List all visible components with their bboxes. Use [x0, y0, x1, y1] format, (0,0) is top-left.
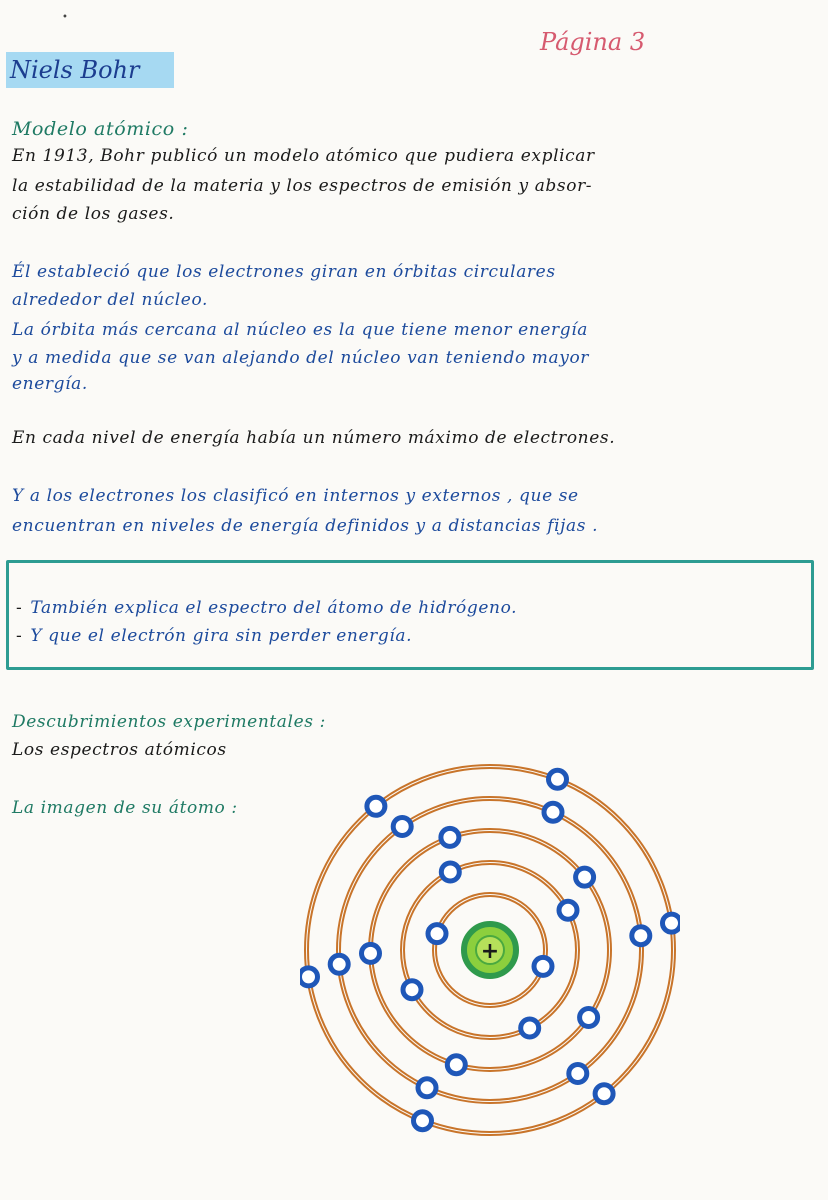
- box-item-text: También explica el espectro del átomo de hidrógeno.: [30, 598, 518, 618]
- subheading-spectra: Los espectros atómicos: [12, 740, 227, 760]
- corner-mark: •: [62, 12, 68, 23]
- electron: [414, 1112, 432, 1130]
- electron: [595, 1085, 613, 1103]
- electron: [441, 828, 459, 846]
- image-caption: La imagen de su átomo :: [12, 798, 238, 818]
- electron: [559, 901, 577, 919]
- electron: [403, 981, 421, 999]
- box-item: [16, 598, 517, 618]
- electron: [428, 925, 446, 943]
- section-heading-discoveries: Descubrimientos experimentales :: [12, 712, 326, 732]
- dash-icon: -: [16, 598, 23, 618]
- electron: [447, 1056, 465, 1074]
- dash-icon: -: [16, 626, 23, 646]
- electron: [534, 957, 552, 975]
- electron: [362, 944, 380, 962]
- text-line: En 1913, Bohr publicó un modelo atómico que pudiera explicar: [12, 146, 595, 166]
- electron: [367, 797, 385, 815]
- text-line: alrededor del núcleo.: [12, 290, 208, 310]
- page-title: Niels Bohr: [10, 56, 140, 84]
- section-heading-atomic-model: Modelo atómico :: [12, 118, 189, 140]
- text-line: La órbita más cercana al núcleo es la que tiene menor energía: [12, 320, 588, 340]
- electron: [393, 818, 411, 836]
- text-line: la estabilidad de la materia y los espectros de emisión y absor-: [12, 176, 593, 196]
- electron: [663, 914, 681, 932]
- electron: [549, 770, 567, 788]
- text-line: ción de los gases.: [12, 204, 175, 224]
- electron: [300, 968, 318, 986]
- box-item-text: Y que el electrón gira sin perder energía.: [30, 626, 413, 646]
- electron: [441, 863, 459, 881]
- electron: [418, 1079, 436, 1097]
- bohr-atom-diagram: [300, 760, 680, 1140]
- text-line: energía.: [12, 374, 88, 394]
- electron: [569, 1065, 587, 1083]
- electron: [576, 868, 594, 886]
- electron: [580, 1009, 598, 1027]
- electron: [632, 927, 650, 945]
- electron: [521, 1019, 539, 1037]
- text-line: Y a los electrones los clasificó en internos y externos , que se: [12, 486, 579, 506]
- text-line: En cada nivel de energía había un número máximo de electrones.: [12, 428, 616, 448]
- electron: [544, 803, 562, 821]
- text-line: Él estableció que los electrones giran en órbitas circulares: [12, 262, 556, 282]
- page-number: Página 3: [540, 28, 646, 56]
- text-line: encuentran en niveles de energía definidos y a distancias fijas .: [12, 516, 599, 536]
- nucleus-plus-icon: +: [480, 939, 500, 964]
- electron: [330, 955, 348, 973]
- text-line: y a medida que se van alejando del núcleo van teniendo mayor: [12, 348, 590, 368]
- box-item: [16, 626, 412, 646]
